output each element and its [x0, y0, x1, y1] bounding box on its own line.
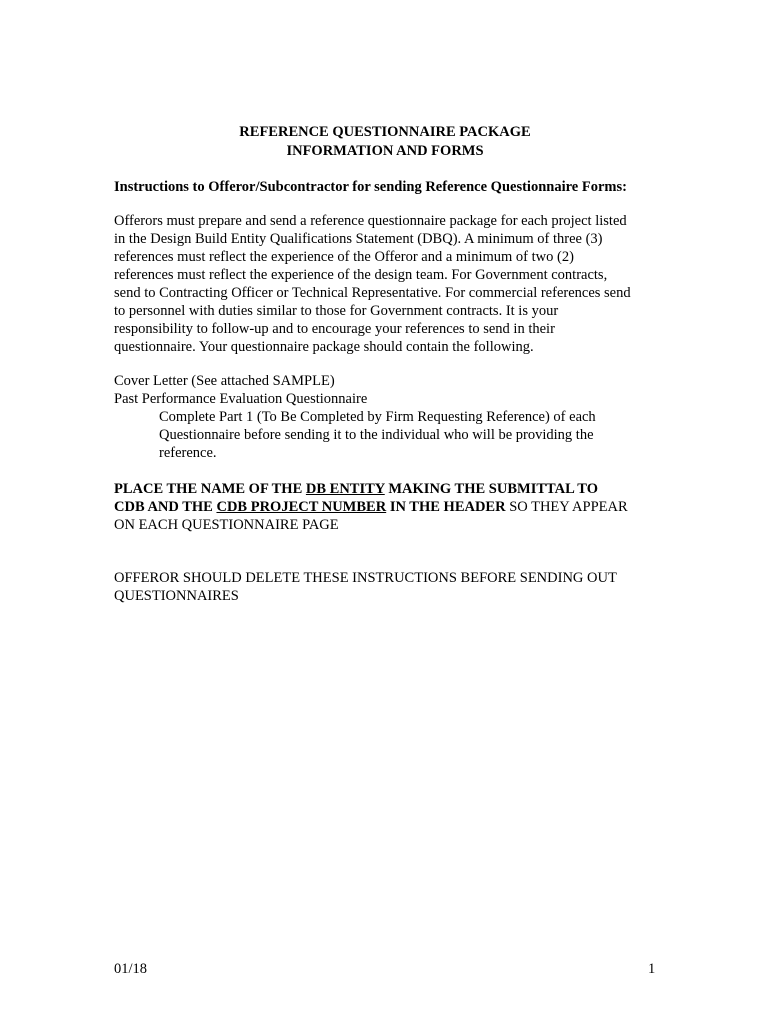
placement-text-regular: SO THEY APPEAR [505, 499, 628, 515]
delete-note-line-2: QUESTIONNAIRES [114, 588, 239, 604]
placement-note-line-3: ON EACH QUESTIONNAIRE PAGE [114, 517, 339, 533]
package-contents-list [114, 372, 596, 462]
placement-note-line-1 [114, 480, 628, 498]
placement-text: CDB AND THE [114, 499, 217, 515]
list-item-cover-letter: Cover Letter (See attached SAMPLE) [114, 373, 335, 389]
placement-text: MAKING THE SUBMITTAL TO [384, 481, 598, 497]
footer-page-number: 1 [648, 961, 656, 977]
placement-text: PLACE THE NAME OF THE [114, 481, 306, 497]
placement-text: IN THE HEADER [386, 499, 506, 515]
document-title [0, 123, 770, 161]
title-line-1: REFERENCE QUESTIONNAIRE PACKAGE [239, 124, 531, 140]
delete-instructions-note [114, 569, 617, 605]
paragraph-line: questionnaire. Your questionnaire package should contain the following. [114, 339, 534, 355]
delete-note-line-1: OFFEROR SHOULD DELETE THESE INSTRUCTIONS BEFORE SENDING OUT [114, 570, 617, 586]
header-placement-note [114, 480, 628, 534]
paragraph-line: responsibility to follow-up and to encourage your references to send in their [114, 321, 555, 337]
paragraph-line: references must reflect the experience of the design team. For Government contracts, [114, 267, 608, 283]
paragraph-line: in the Design Build Entity Qualifications Statement (DBQ). A minimum of three (3) [114, 231, 603, 247]
sub-instruction-line: Questionnaire before sending it to the individual who will be providing the [159, 427, 594, 443]
cdb-project-number-underlined: CDB PROJECT NUMBER [216, 499, 387, 515]
instructions-paragraph [114, 212, 674, 356]
questionnaire-sub-instruction [114, 408, 596, 462]
placement-note-line-2 [114, 498, 628, 516]
footer-date: 01/18 [114, 961, 148, 977]
sub-instruction-line: Complete Part 1 (To Be Completed by Firm Requesting Reference) of each [159, 409, 596, 425]
paragraph-line: Offerors must prepare and send a reference questionnaire package for each project listed [114, 213, 627, 229]
instructions-heading: Instructions to Offeror/Subcontractor for sending Reference Questionnaire Forms: [114, 179, 627, 195]
paragraph-line: references must reflect the experience of the Offeror and a minimum of two (2) [114, 249, 574, 265]
title-line-2: INFORMATION AND FORMS [286, 143, 484, 159]
db-entity-underlined: DB ENTITY [305, 481, 385, 497]
paragraph-line: to personnel with duties similar to those for Government contracts. It is your [114, 303, 559, 319]
list-item-questionnaire: Past Performance Evaluation Questionnaire [114, 391, 368, 407]
sub-instruction-line: reference. [159, 445, 217, 461]
paragraph-line: send to Contracting Officer or Technical Representative. For commercial references send [114, 285, 631, 301]
